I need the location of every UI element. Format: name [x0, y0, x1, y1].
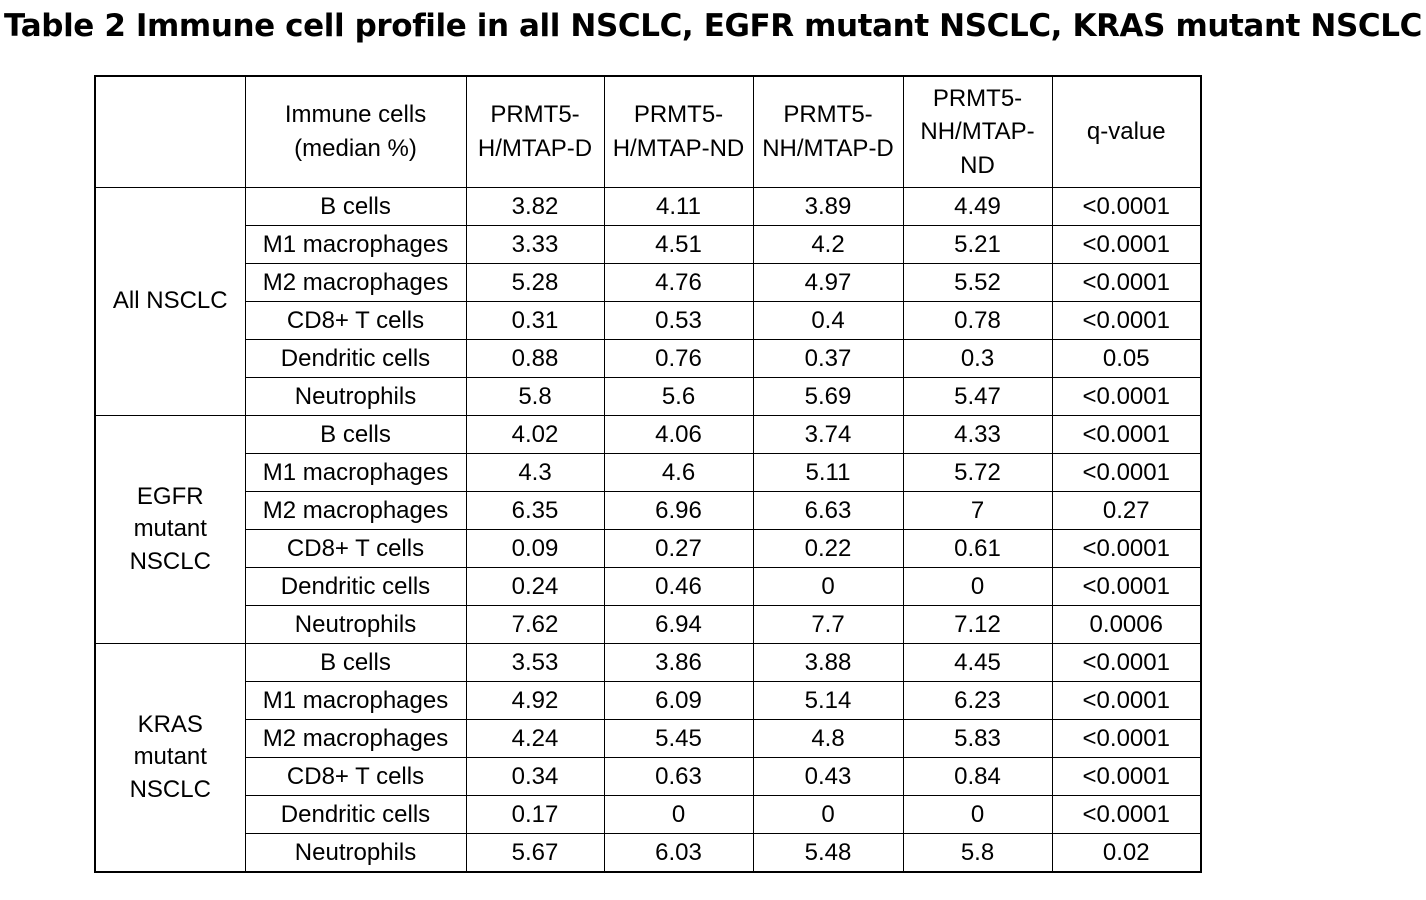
- value-prmt5-nh-mtap-d: 5.11: [753, 454, 903, 492]
- immune-cell-name: Dendritic cells: [245, 568, 466, 606]
- value-prmt5-h-mtap-nd: 4.76: [604, 264, 753, 302]
- value-prmt5-h-mtap-d: 3.33: [466, 226, 604, 264]
- table-row: [95, 302, 1201, 340]
- value-prmt5-nh-mtap-nd: 5.8: [903, 834, 1052, 873]
- value-prmt5-nh-mtap-nd: 0: [903, 796, 1052, 834]
- immune-cell-name: Dendritic cells: [245, 340, 466, 378]
- value-prmt5-h-mtap-d: 5.67: [466, 834, 604, 873]
- value-prmt5-nh-mtap-nd: 4.45: [903, 644, 1052, 682]
- q-value-cell: <0.0001: [1052, 378, 1201, 416]
- q-value-cell: <0.0001: [1052, 226, 1201, 264]
- value-prmt5-h-mtap-d: 3.53: [466, 644, 604, 682]
- immune-cell-name: Neutrophils: [245, 834, 466, 873]
- value-prmt5-nh-mtap-d: 3.74: [753, 416, 903, 454]
- value-prmt5-h-mtap-d: 4.24: [466, 720, 604, 758]
- value-prmt5-h-mtap-d: 3.82: [466, 188, 604, 226]
- q-value-cell: <0.0001: [1052, 264, 1201, 302]
- value-prmt5-h-mtap-nd: 0.76: [604, 340, 753, 378]
- value-prmt5-nh-mtap-d: 0: [753, 568, 903, 606]
- value-prmt5-h-mtap-d: 5.8: [466, 378, 604, 416]
- table-row: [95, 454, 1201, 492]
- immune-cell-name: Neutrophils: [245, 606, 466, 644]
- value-prmt5-h-mtap-nd: 0: [604, 796, 753, 834]
- immune-cell-name: M1 macrophages: [245, 226, 466, 264]
- value-prmt5-h-mtap-d: 0.24: [466, 568, 604, 606]
- value-prmt5-h-mtap-nd: 5.6: [604, 378, 753, 416]
- value-prmt5-h-mtap-nd: 4.6: [604, 454, 753, 492]
- value-prmt5-h-mtap-nd: 6.94: [604, 606, 753, 644]
- table-row: [95, 264, 1201, 302]
- immune-cell-name: M1 macrophages: [245, 682, 466, 720]
- table-row: [95, 416, 1201, 454]
- value-prmt5-h-mtap-d: 7.62: [466, 606, 604, 644]
- value-prmt5-nh-mtap-d: 3.88: [753, 644, 903, 682]
- value-prmt5-nh-mtap-d: 3.89: [753, 188, 903, 226]
- value-prmt5-h-mtap-d: 0.17: [466, 796, 604, 834]
- q-value-cell: <0.0001: [1052, 720, 1201, 758]
- immune-cell-name: M2 macrophages: [245, 264, 466, 302]
- table-title: Table 2 Immune cell profile in all NSCLC, EGFR mutant NSCLC, KRAS mutant NSCLC: [4, 8, 1422, 44]
- value-prmt5-h-mtap-nd: 0.63: [604, 758, 753, 796]
- table-row: [95, 226, 1201, 264]
- value-prmt5-h-mtap-d: 4.92: [466, 682, 604, 720]
- q-value-cell: <0.0001: [1052, 302, 1201, 340]
- value-prmt5-nh-mtap-nd: 5.52: [903, 264, 1052, 302]
- group-label: All NSCLC: [95, 188, 245, 416]
- value-prmt5-nh-mtap-nd: 6.23: [903, 682, 1052, 720]
- immune-cell-name: CD8+ T cells: [245, 302, 466, 340]
- value-prmt5-h-mtap-nd: 5.45: [604, 720, 753, 758]
- immune-cell-name: Dendritic cells: [245, 796, 466, 834]
- q-value-cell: <0.0001: [1052, 454, 1201, 492]
- value-prmt5-nh-mtap-nd: 5.83: [903, 720, 1052, 758]
- q-value-cell: <0.0001: [1052, 530, 1201, 568]
- value-prmt5-nh-mtap-nd: 4.33: [903, 416, 1052, 454]
- immune-cell-name: B cells: [245, 644, 466, 682]
- table-row: [95, 568, 1201, 606]
- value-prmt5-h-mtap-d: 0.34: [466, 758, 604, 796]
- immune-cell-name: M2 macrophages: [245, 492, 466, 530]
- value-prmt5-h-mtap-d: 4.3: [466, 454, 604, 492]
- value-prmt5-h-mtap-d: 5.28: [466, 264, 604, 302]
- value-prmt5-nh-mtap-d: 4.2: [753, 226, 903, 264]
- value-prmt5-nh-mtap-d: 5.14: [753, 682, 903, 720]
- value-prmt5-h-mtap-d: 0.09: [466, 530, 604, 568]
- value-prmt5-h-mtap-d: 0.88: [466, 340, 604, 378]
- value-prmt5-nh-mtap-d: 5.69: [753, 378, 903, 416]
- value-prmt5-h-mtap-nd: 6.03: [604, 834, 753, 873]
- value-prmt5-nh-mtap-d: 6.63: [753, 492, 903, 530]
- value-prmt5-nh-mtap-nd: 5.47: [903, 378, 1052, 416]
- value-prmt5-h-mtap-nd: 0.27: [604, 530, 753, 568]
- value-prmt5-h-mtap-nd: 4.51: [604, 226, 753, 264]
- q-value-cell: 0.0006: [1052, 606, 1201, 644]
- header-prmt5-nh-mtap-d: PRMT5- NH/MTAP-D: [753, 76, 903, 188]
- q-value-cell: <0.0001: [1052, 416, 1201, 454]
- value-prmt5-nh-mtap-d: 4.97: [753, 264, 903, 302]
- value-prmt5-nh-mtap-nd: 0: [903, 568, 1052, 606]
- q-value-cell: 0.27: [1052, 492, 1201, 530]
- table-row: [95, 530, 1201, 568]
- q-value-cell: <0.0001: [1052, 188, 1201, 226]
- table-row: [95, 378, 1201, 416]
- table-row: [95, 834, 1201, 873]
- value-prmt5-nh-mtap-nd: 0.61: [903, 530, 1052, 568]
- value-prmt5-nh-mtap-nd: 0.84: [903, 758, 1052, 796]
- value-prmt5-h-mtap-nd: 3.86: [604, 644, 753, 682]
- value-prmt5-h-mtap-d: 0.31: [466, 302, 604, 340]
- value-prmt5-h-mtap-d: 6.35: [466, 492, 604, 530]
- value-prmt5-nh-mtap-d: 0.43: [753, 758, 903, 796]
- immune-cell-name: CD8+ T cells: [245, 530, 466, 568]
- value-prmt5-nh-mtap-nd: 7.12: [903, 606, 1052, 644]
- q-value-cell: 0.05: [1052, 340, 1201, 378]
- value-prmt5-nh-mtap-d: 7.7: [753, 606, 903, 644]
- value-prmt5-nh-mtap-nd: 0.3: [903, 340, 1052, 378]
- value-prmt5-h-mtap-d: 4.02: [466, 416, 604, 454]
- value-prmt5-h-mtap-nd: 6.09: [604, 682, 753, 720]
- value-prmt5-nh-mtap-d: 0.37: [753, 340, 903, 378]
- value-prmt5-nh-mtap-nd: 5.72: [903, 454, 1052, 492]
- table-row: [95, 492, 1201, 530]
- table-body: [95, 188, 1201, 873]
- value-prmt5-nh-mtap-d: 0.22: [753, 530, 903, 568]
- table-row: [95, 758, 1201, 796]
- value-prmt5-nh-mtap-d: 4.8: [753, 720, 903, 758]
- header-prmt5-h-mtap-d: PRMT5- H/MTAP-D: [466, 76, 604, 188]
- table-row: [95, 796, 1201, 834]
- q-value-cell: <0.0001: [1052, 796, 1201, 834]
- value-prmt5-nh-mtap-d: 5.48: [753, 834, 903, 873]
- group-label: EGFR mutant NSCLC: [95, 416, 245, 644]
- value-prmt5-nh-mtap-nd: 4.49: [903, 188, 1052, 226]
- value-prmt5-nh-mtap-nd: 7: [903, 492, 1052, 530]
- table-row: [95, 644, 1201, 682]
- q-value-cell: 0.02: [1052, 834, 1201, 873]
- table-row: [95, 188, 1201, 226]
- value-prmt5-h-mtap-nd: 6.96: [604, 492, 753, 530]
- immune-cell-name: Neutrophils: [245, 378, 466, 416]
- value-prmt5-nh-mtap-nd: 0.78: [903, 302, 1052, 340]
- immune-cell-name: B cells: [245, 416, 466, 454]
- value-prmt5-h-mtap-nd: 0.46: [604, 568, 753, 606]
- group-label: KRAS mutant NSCLC: [95, 644, 245, 873]
- value-prmt5-h-mtap-nd: 4.11: [604, 188, 753, 226]
- immune-cell-table: [94, 75, 1202, 873]
- header-prmt5-h-mtap-nd: PRMT5- H/MTAP-ND: [604, 76, 753, 188]
- q-value-cell: <0.0001: [1052, 568, 1201, 606]
- table-row: [95, 682, 1201, 720]
- q-value-cell: <0.0001: [1052, 758, 1201, 796]
- immune-cell-name: M1 macrophages: [245, 454, 466, 492]
- header-q-value: q-value: [1052, 76, 1201, 188]
- table-row: [95, 606, 1201, 644]
- value-prmt5-nh-mtap-d: 0: [753, 796, 903, 834]
- header-immune-cells: Immune cells (median %): [245, 76, 466, 188]
- table-row: [95, 720, 1201, 758]
- value-prmt5-h-mtap-nd: 0.53: [604, 302, 753, 340]
- value-prmt5-nh-mtap-d: 0.4: [753, 302, 903, 340]
- header-group-cell: [95, 76, 245, 188]
- q-value-cell: <0.0001: [1052, 682, 1201, 720]
- table-row: [95, 340, 1201, 378]
- immune-cell-name: B cells: [245, 188, 466, 226]
- immune-cell-name: M2 macrophages: [245, 720, 466, 758]
- value-prmt5-nh-mtap-nd: 5.21: [903, 226, 1052, 264]
- immune-cell-name: CD8+ T cells: [245, 758, 466, 796]
- value-prmt5-h-mtap-nd: 4.06: [604, 416, 753, 454]
- header-prmt5-nh-mtap-nd: PRMT5- NH/MTAP- ND: [903, 76, 1052, 188]
- q-value-cell: <0.0001: [1052, 644, 1201, 682]
- header-row: [95, 76, 1201, 188]
